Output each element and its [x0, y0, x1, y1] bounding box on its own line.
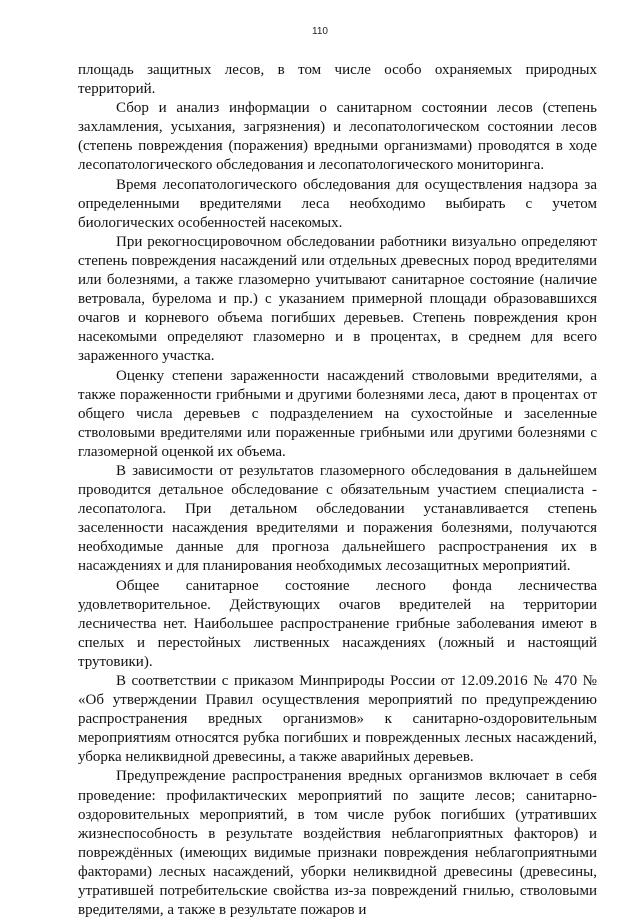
- paragraph-survey-timing: Время лесопатологического обследования для осуществления надзора за определенными вредителями леса необходимо выбирать с учетом биологических особенностей насекомых.: [78, 176, 597, 231]
- body-text: [78, 61, 597, 920]
- paragraph-ministry-order: В соответствии с приказом Минприроды России от 12.09.2016 № 470 № «Об утверждении Правил осуществления мероприятий по предупреждению распространения вредных организмов» к санитарно-оздоровительным мероприятиям относятся рубка погибших и поврежденных лесных насаждений, уборка неликвидной древесины, а также аварийных деревьев.: [78, 673, 597, 766]
- paragraph-reconnaissance-survey: При рекогносцировочном обследовании работники визуально определяют степень повреждения насаждений или отдельных древесных пород вредителями или болезнями, а также глазомерно учитывают санитарное состояние (наличие ветровала, бурелома и пр.) с указанием примерной площади образовавшихся очагов и корневого объема погибших деревьев. Степень повреждения крон насекомыми определяют глазомерно и в процентах, в среднем для всего зараженного участка.: [78, 233, 597, 365]
- paragraph-sanitary-info-collection: Сбор и анализ информации о санитарном состоянии лесов (степень захламления, усыхания, загрязнения) и лесопатологическом состоянии лесов (степень повреждения (поражения) вредными организмами) проводятся в ходе лесопатологического обследования и лесопатологического мониторинга.: [78, 100, 597, 174]
- paragraph-detailed-survey: В зависимости от результатов глазомерного обследования в дальнейшем проводится детальное обследование с обязательным участием специалиста - лесопатолога. При детальном обследовании устанавливается степень заселенности насаждения вредителями и поражения болезнями, получаются необходимые данные для прогноза дальнейшего распространения их в насаждениях и для планирования необходимых лесозащитных мероприятий.: [78, 462, 597, 575]
- page-number: 110: [312, 26, 328, 37]
- paragraph-general-sanitary-state: Общее санитарное состояние лесного фонда лесничества удовлетворительное. Действующих очагов вредителей на территории лесничества нет. Наибольшее распространение грибные заболевания имеют в спелых и перестойных лиственных насаждениях (ложный и настоящий трутовики).: [78, 577, 597, 670]
- paragraph-prevention-measures: Предупреждение распространения вредных организмов включает в себя проведение: профилактических мероприятий по защите лесов; санитарно-оздоровительных мероприятий, в том числе рубок погибших (утративших жизнеспособность в результате воздействия неблагоприятных факторов) и повреждённых (имеющих видимые признаки повреждения неблагоприятными факторами) лесных насаждений, уборки неликвидной древесины (древесины, утратившей потребительские свойства из-за повреждений гнилью, стволовыми вредителями, а также в результате пожаров и: [78, 768, 597, 919]
- paragraph-infestation-assessment: Оценку степени зараженности насаждений стволовыми вредителями, а также пораженности грибными и другими болезнями леса, дают в процентах от общего числа деревьев с подразделением на сухостойные и заселенные стволовыми вредителями или пораженные грибными или другими болезнями с глазомерной оценкой их объема.: [78, 367, 597, 460]
- paragraph-protected-forests-end: площадь защитных лесов, в том числе особо охраняемых природных территорий.: [78, 62, 597, 98]
